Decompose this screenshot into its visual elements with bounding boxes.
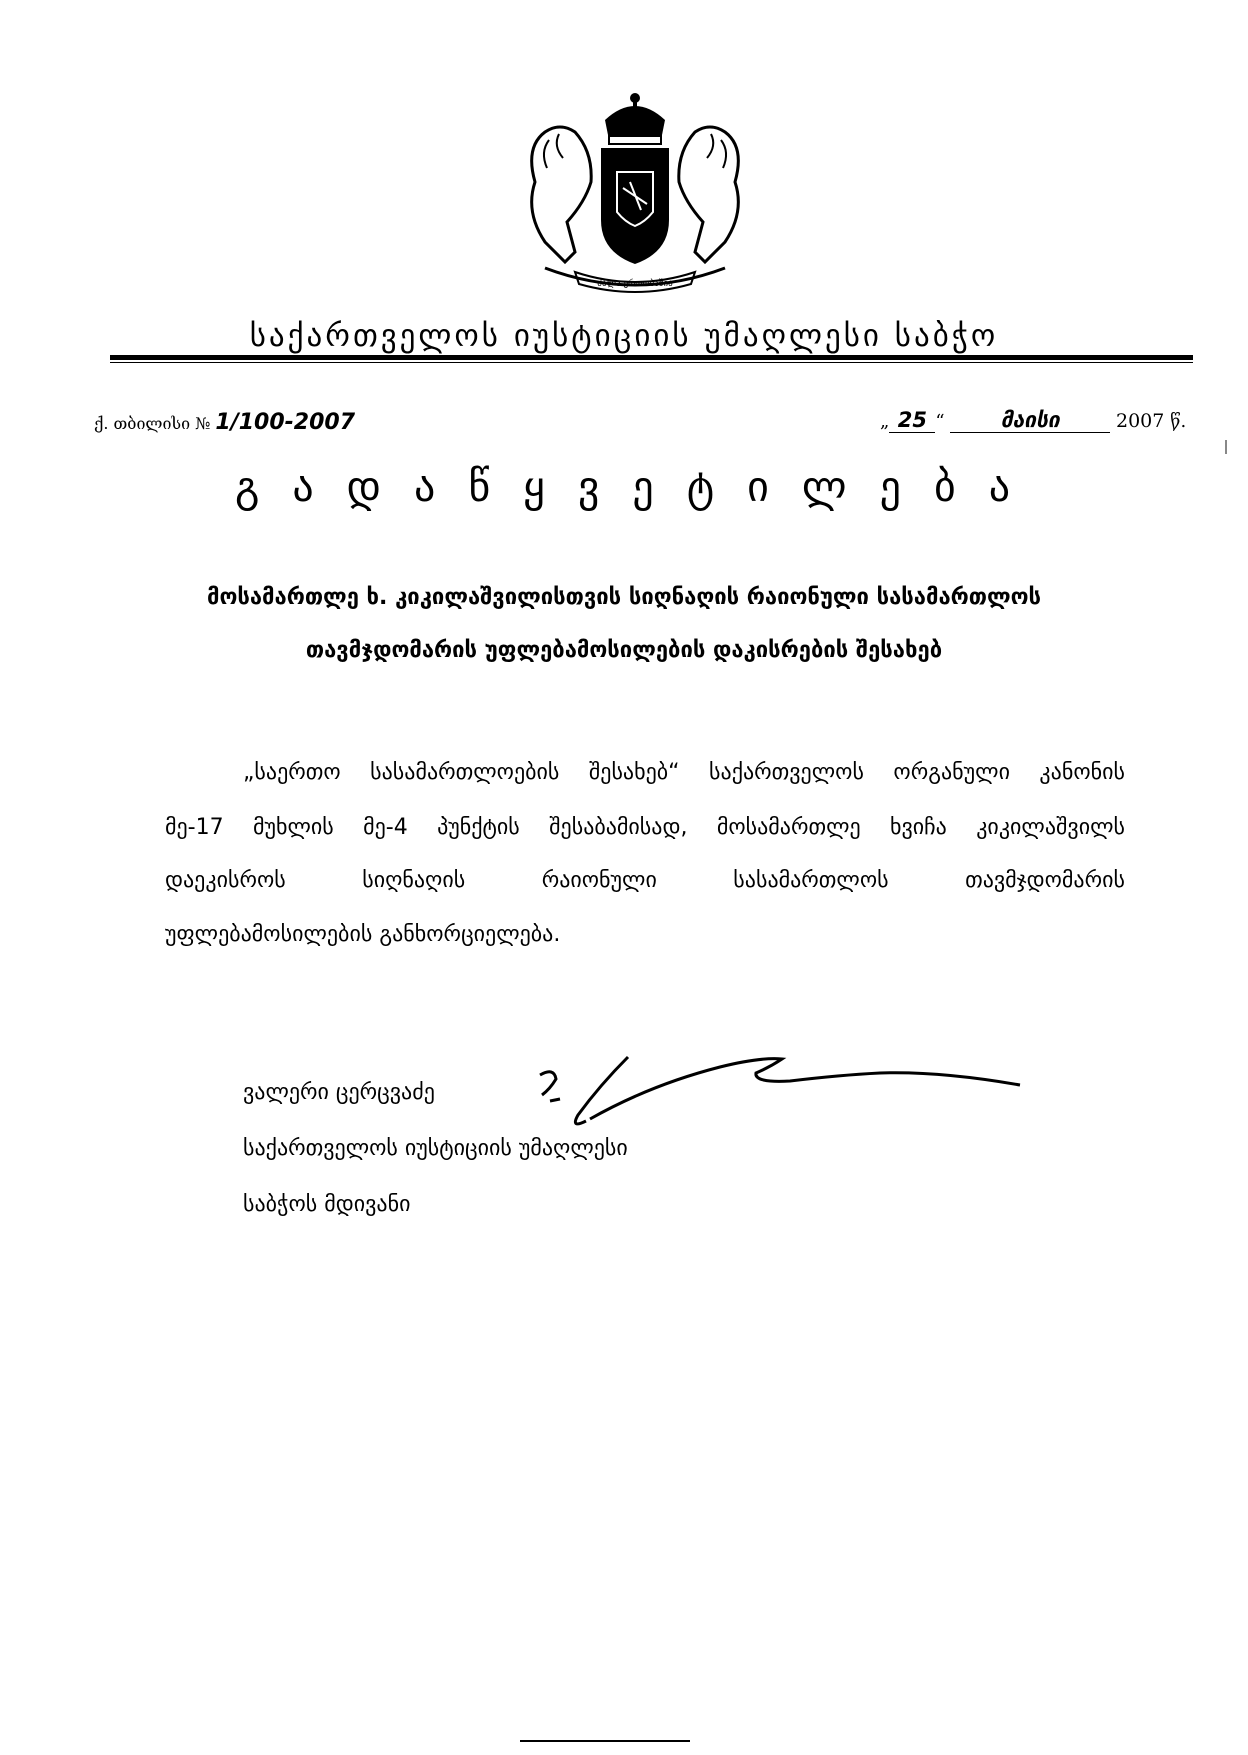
handwritten-signature [520,1045,1040,1145]
scan-mark [1225,440,1227,454]
header-rule-thin [110,362,1193,363]
body-word: რაიონული [541,868,657,893]
header-rule-thick [110,355,1193,360]
organization-name: საქართველოს იუსტიციის უმაღლესი საბჭო [249,318,999,354]
city-number-label: ქ. თბილისი № [94,414,211,433]
date-suffix: წ. [1170,411,1187,432]
signatory-title-line-1: საქართველოს იუსტიციის უმაღლესი [243,1136,628,1161]
date-day: 25 [889,408,935,433]
document-number: 1/100-2007 [215,410,356,435]
document-date: „ 25 “ მაისი 2007 წ. [880,408,1187,432]
scan-mark [520,1740,690,1742]
subject-line-2: თავმჯდომარის უფლებამოსილების დაკისრების შესახებ [305,638,943,663]
signatory-name: ვალერი ცერცვაძე [243,1080,435,1105]
body-line-2: მე-17 მუხლის მე-4 პუნქტის შესაბამისად, მოსამართლე ხვიჩა კიკილაშვილს [165,815,1125,840]
body-line-1: „საერთო სასამართლოების შესახებ“ საქართველოს ორგანული კანონის [243,760,1125,785]
body-word: თავმჯდომარის [965,868,1125,893]
reference-line [94,410,355,435]
document-type-title: გადაწყვეტილება [234,462,1044,511]
body-word: სიღნაღის [362,868,466,893]
body-line-3 [165,868,1125,893]
body-line-4: უფლებამოსილების განხორციელება. [165,922,561,947]
date-year: 2007 [1116,410,1165,432]
body-word: სასამართლოს [733,868,889,893]
subject-line-1: მოსამართლე ხ. კიკილაშვილისთვის სიღნაღის რაიონული სასამართლოს [206,585,1042,610]
body-word: დაეკისროს [165,868,286,893]
coat-of-arms-emblem [505,92,765,297]
emblem-motto: ძალა ერთობაშია [597,279,673,289]
signatory-title-line-2: საბჭოს მდივანი [243,1192,411,1217]
date-month: მაისი [950,408,1110,433]
